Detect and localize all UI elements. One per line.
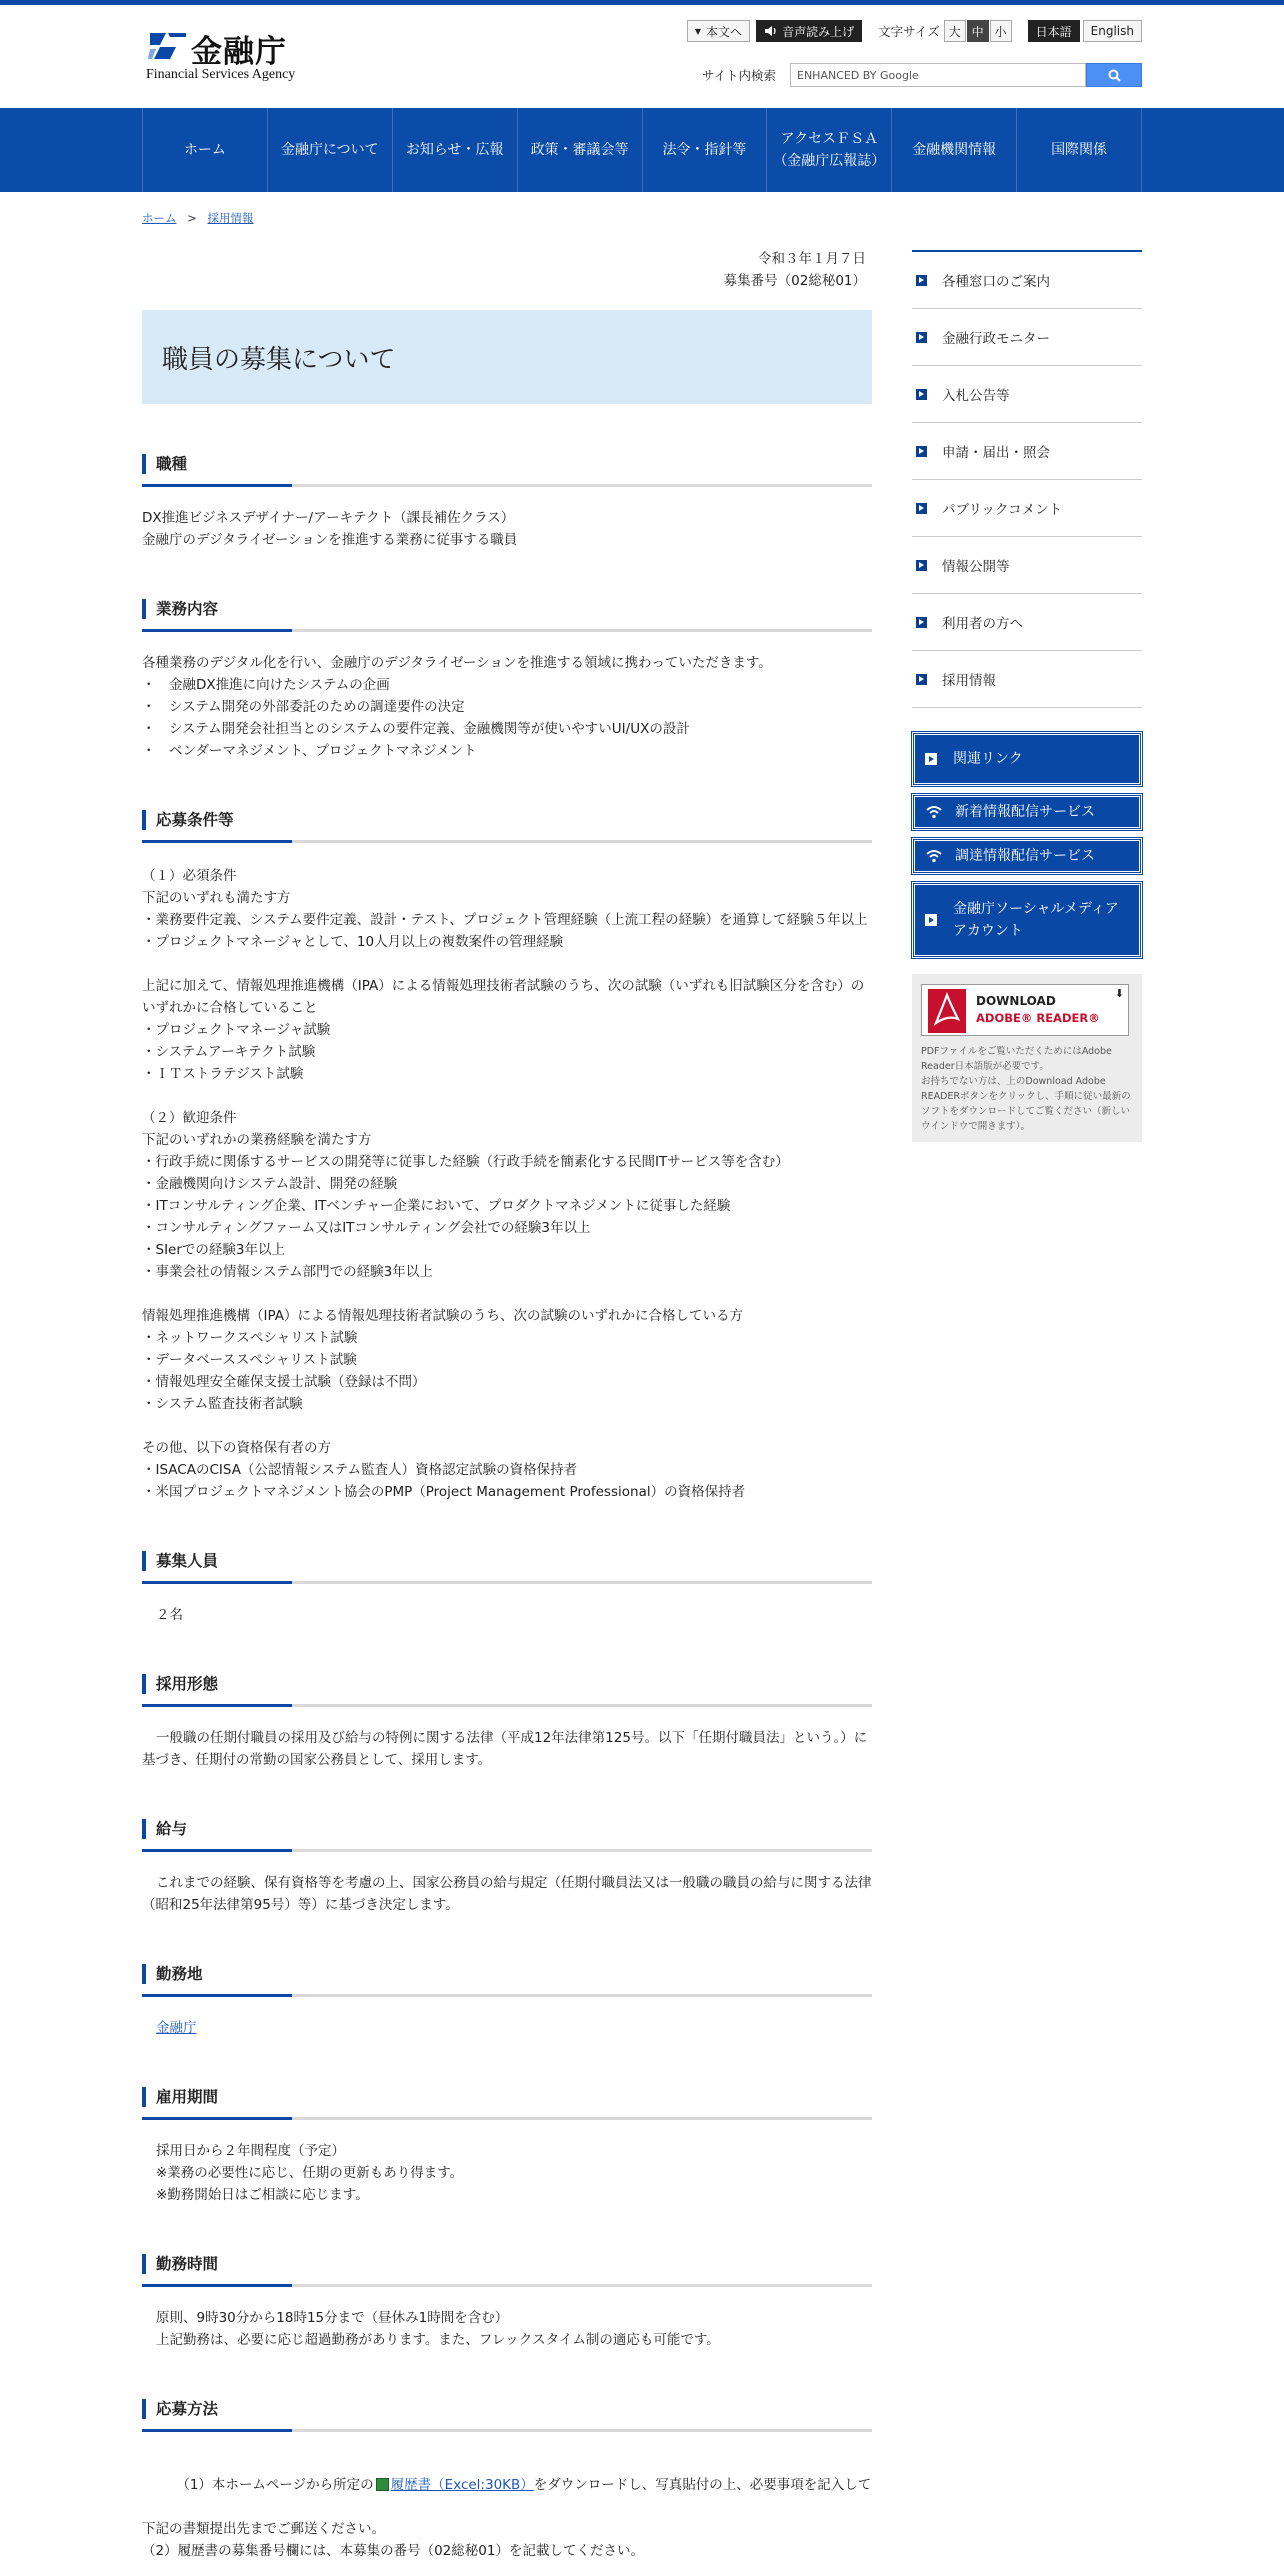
section-kinmuchi — [142, 1964, 872, 2039]
section-body — [142, 2307, 872, 2351]
sidebar-item-bidding[interactable]: 入札公告等 — [912, 366, 1142, 423]
nav-access-fsa[interactable]: アクセスＦＳＡ （金融庁広報誌） — [767, 108, 892, 192]
sidebar-item-monitor[interactable]: 金融行政モニター — [912, 309, 1142, 366]
spacer — [142, 1415, 872, 1437]
lang-en-button[interactable]: English — [1083, 20, 1142, 42]
spacer — [142, 1283, 872, 1305]
adobe-reader-download-button[interactable] — [921, 984, 1129, 1036]
list-item: ・プロジェクトマネージャとして、10人月以上の複数案件の管理経験 — [142, 934, 564, 950]
fsa-logo-mark-icon — [146, 29, 188, 63]
sidebar-menu — [912, 250, 1142, 708]
workplace-link[interactable]: 金融庁 — [156, 2020, 197, 2036]
text-line: （1）本ホームページから所定の 履歴書（Excel:30KB）をダウンロードし、写真貼付の上、必要事項を記入して — [176, 2477, 872, 2493]
search-button[interactable] — [1086, 63, 1142, 87]
list-item: ・行政手続に関係するサービスの開発等に従事した経験（行政手続を簡素化する民間ITサービス等を含む） — [142, 1154, 789, 1170]
list-item: ・ システム開発会社担当とのシステムの要件定義、金融機関等が使いやすいUI/UXの設計 — [142, 721, 690, 737]
spacer — [142, 1085, 872, 1107]
section-body — [142, 865, 872, 1503]
section-heading: 雇用期間 — [142, 2087, 872, 2107]
nav-news[interactable]: お知らせ・広報 — [393, 108, 518, 192]
text-line: 下記のいずれかの業務経験を満たす方 — [142, 1132, 372, 1148]
sidebar — [912, 250, 1142, 1142]
section-heading: 勤務時間 — [142, 2254, 872, 2274]
speech-button[interactable]: 音声読み上げ — [756, 20, 862, 42]
site-search — [702, 63, 1142, 87]
section-divider — [142, 1704, 872, 1707]
publish-date: 令和３年１月７日 — [758, 251, 866, 267]
section-jikan — [142, 2254, 872, 2351]
text-line: ※勤務開始日はご相談に応じます。 — [156, 2187, 369, 2203]
text-line: ２名 — [156, 1607, 183, 1623]
logo-en-text: Financial Services Agency — [146, 67, 296, 82]
breadcrumb-current-link[interactable]: 採用情報 — [207, 211, 254, 225]
list-item: ・システム監査技術者試験 — [142, 1396, 303, 1412]
arrow-square-icon — [916, 560, 927, 571]
lang-ja-button[interactable]: 日本語 — [1028, 20, 1080, 42]
nav-international[interactable]: 国際関係 — [1017, 108, 1142, 192]
search-input[interactable]: ENHANCED BY Google — [790, 63, 1086, 87]
sidebar-item-application[interactable]: 申請・届出・照会 — [912, 423, 1142, 480]
text-line: 各種業務のデジタル化を行い、金融庁のデジタライゼーションを推進する領域に携わっていただきます。 — [142, 655, 772, 671]
rss-news-button[interactable]: 新着情報配信サービス — [912, 794, 1142, 830]
text-line: 採用日から２年間程度（予定） — [156, 2143, 345, 2159]
list-item: ・情報処理安全確保支援士試験（登録は不問） — [142, 1374, 426, 1390]
speaker-icon — [764, 25, 778, 37]
social-media-button[interactable]: 金融庁ソーシャルメディア アカウント — [912, 882, 1142, 958]
text-line: これまでの経験、保有資格等を考慮の上、国家公務員の給与規定（任期付職員法又は一般職の職員の給与に関する法律（昭和25年法律第95号）等）に基づき決定します。 — [142, 1875, 872, 1913]
section-divider — [142, 1994, 872, 1997]
list-item: ・コンサルティングファーム又はITコンサルティング会社での経験3年以上 — [142, 1220, 591, 1236]
text-line: （2）履歴書の募集番号欄には、本募集の番号（02総秘01）を記載してください。 — [142, 2543, 644, 2559]
section-body — [142, 2017, 872, 2039]
text-line: 下記の書類提出先までご郵送ください。 — [142, 2521, 385, 2537]
utility-bar — [687, 20, 1142, 42]
main-content — [142, 248, 872, 2562]
arrow-square-icon — [916, 446, 927, 457]
section-kyuyo — [142, 1819, 872, 1916]
list-item: ・SIerでの経験3年以上 — [142, 1242, 285, 1258]
section-body — [142, 1872, 872, 1916]
nav-home[interactable]: ホーム — [143, 108, 268, 192]
section-divider — [142, 2429, 872, 2432]
adobe-note: PDFファイルをご覧いただくためにはAdobe Reader日本語版が必要です。 お持ちでない方は、上のDownload Adobe READERボタンをクリックし、手順に従い最新のソフトをダウンロードしてご覧ください（新しいウインドウで開きます）。 — [921, 1046, 1131, 1132]
site-logo[interactable] — [144, 25, 314, 85]
excel-file-icon — [376, 2478, 389, 2491]
font-size-medium-button[interactable]: 中 — [967, 20, 989, 42]
breadcrumb-separator: > — [187, 211, 197, 225]
text-line: その他、以下の資格保有者の方 — [142, 1440, 331, 1456]
spacer — [142, 953, 872, 975]
breadcrumb — [142, 210, 253, 226]
related-links-button[interactable]: 関連リンク — [912, 732, 1142, 786]
font-size-small-button[interactable]: 小 — [990, 20, 1012, 42]
section-divider — [142, 484, 872, 487]
section-body — [142, 2140, 872, 2206]
breadcrumb-home-link[interactable]: ホーム — [142, 211, 177, 225]
arrow-square-icon — [916, 674, 927, 685]
section-heading: 募集人員 — [142, 1551, 872, 1571]
list-item: ・ 金融DX推進に向けたシステムの企画 — [142, 677, 390, 693]
section-divider — [142, 1581, 872, 1584]
adobe-download-text: DOWNLOAD — [976, 994, 1056, 1008]
list-item: ・データベーススペシャリスト試験 — [142, 1352, 357, 1368]
list-item: ・事業会社の情報システム部門での経験3年以上 — [142, 1264, 433, 1280]
adobe-reader-box — [912, 974, 1142, 1142]
section-gyomu — [142, 599, 872, 762]
text-line: 情報処理推進機構（IPA）による情報処理技術者試験のうち、次の試験のいずれかに合格している方 — [142, 1308, 743, 1324]
list-item: ・ システム開発の外部委託のための調達要件の決定 — [142, 699, 465, 715]
resume-download-link[interactable]: 履歴書（Excel:30KB） — [390, 2477, 534, 2493]
section-shokushu — [142, 454, 872, 551]
list-item: ・業務要件定義、システム要件定義、設計・テスト、プロジェクト管理経験（上流工程の経験）を通算して経験５年以上 — [142, 912, 868, 928]
search-label: サイト内検索 — [701, 68, 776, 83]
text-line: （１）必須条件 — [142, 868, 237, 884]
section-body — [142, 652, 872, 762]
arrow-square-icon — [925, 753, 937, 765]
global-nav — [0, 108, 1284, 192]
adobe-pdf-icon — [928, 989, 966, 1033]
site-header — [142, 5, 1142, 108]
section-body — [142, 1604, 872, 1626]
search-icon — [1108, 69, 1121, 82]
section-body — [142, 2452, 872, 2562]
arrow-square-icon — [916, 503, 927, 514]
section-divider — [142, 2284, 872, 2287]
text-line: 上記勤務は、必要に応じ超過勤務があります。また、フレックスタイム制の適応も可能です。 — [156, 2332, 720, 2348]
list-item: ・ITコンサルティング企業、ITベンチャー企業において、プロダクトマネジメントに従事した経験 — [142, 1198, 731, 1214]
list-item: ・ISACAのCISA（公認情報システム監査人）資格認定試験の資格保持者 — [142, 1462, 578, 1478]
section-heading: 業務内容 — [142, 599, 872, 619]
section-divider — [142, 1849, 872, 1852]
list-item: ・米国プロジェクトマネジメント協会のPMP（Project Management Professional）の資格保持者 — [142, 1484, 746, 1500]
nav-law[interactable]: 法令・指針等 — [643, 108, 768, 192]
section-keitai — [142, 1674, 872, 1771]
recruit-number: 募集番号（02総秘01） — [723, 273, 866, 289]
arrow-square-icon — [916, 332, 927, 343]
section-divider — [142, 840, 872, 843]
adobe-reader-text: ADOBE® READER® — [976, 1011, 1100, 1025]
section-heading: 勤務地 — [142, 1964, 872, 1984]
list-item: ・ＩＴストラテジスト試験 — [142, 1066, 304, 1082]
text-line: （２）歓迎条件 — [142, 1110, 237, 1126]
sidebar-item-contact[interactable]: 各種窓口のご案内 — [912, 252, 1142, 309]
arrow-square-icon — [916, 275, 927, 286]
rss-wifi-icon — [925, 805, 943, 819]
download-arrow-icon: ⬇ — [1114, 987, 1124, 1000]
sidebar-item-recruit[interactable]: 採用情報 — [912, 651, 1142, 708]
sidebar-item-public-comment[interactable]: パブリックコメント — [912, 480, 1142, 537]
nav-institutions[interactable]: 金融機関情報 — [892, 108, 1017, 192]
triangle-down-icon: ▼ — [694, 26, 702, 36]
section-houhou — [142, 2399, 872, 2562]
arrow-square-icon — [916, 389, 927, 400]
text-line: ※業務の必要性に応じ、任期の更新もあり得ます。 — [156, 2165, 464, 2181]
section-oubo — [142, 810, 872, 1503]
text-line: 一般職の任期付職員の採用及び給与の特例に関する法律（平成12年法律第125号。以下「任期付職員法」という。）に基づき、任期付の常勤の国家公務員として、採用します。 — [142, 1730, 868, 1768]
rss-procurement-button[interactable]: 調達情報配信サービス — [912, 838, 1142, 874]
list-item: ・システムアーキテクト試験 — [142, 1044, 316, 1060]
text-line: 原則、9時30分から18時15分まで（昼休み1時間を含む） — [156, 2310, 509, 2326]
rss-wifi-icon — [925, 849, 943, 863]
section-body — [142, 1727, 872, 1771]
section-divider — [142, 629, 872, 632]
section-heading: 採用形態 — [142, 1674, 872, 1694]
page-title: 職員の募集について — [142, 310, 872, 404]
text-line: 上記に加えて、情報処理推進機構（IPA）による情報処理技術者試験のうち、次の試験（いずれも旧試験区分を含む）のいずれかに合格していること — [142, 978, 865, 1016]
section-heading: 応募方法 — [142, 2399, 872, 2419]
section-heading: 給与 — [142, 1819, 872, 1839]
arrow-square-icon — [916, 617, 927, 628]
section-jinin — [142, 1551, 872, 1626]
list-item: ・金融機関向けシステム設計、開発の経験 — [142, 1176, 398, 1192]
list-item: ・ネットワークスペシャリスト試験 — [142, 1330, 358, 1346]
text-line: 下記のいずれも満たす方 — [142, 890, 291, 906]
nav-about[interactable]: 金融庁について — [268, 108, 393, 192]
arrow-square-icon — [925, 914, 937, 926]
text-line: 金融庁のデジタライゼーションを推進する業務に従事する職員 — [142, 532, 518, 548]
sidebar-item-disclosure[interactable]: 情報公開等 — [912, 537, 1142, 594]
font-size-label: 文字サイズ — [878, 24, 940, 39]
text-line: DX推進ビジネスデザイナー/アーキテクト（課長補佐クラス） — [142, 510, 515, 526]
section-body — [142, 507, 872, 551]
logo-ja-text: 金融庁 — [191, 34, 287, 70]
sidebar-item-users[interactable]: 利用者の方へ — [912, 594, 1142, 651]
section-heading: 職種 — [142, 454, 872, 474]
section-heading: 応募条件等 — [142, 810, 872, 830]
list-item: ・ ベンダーマネジメント、プロジェクトマネジメント — [142, 743, 477, 759]
section-divider — [142, 2117, 872, 2120]
nav-policy[interactable]: 政策・審議会等 — [518, 108, 643, 192]
section-kikan — [142, 2087, 872, 2206]
skip-to-content-button[interactable]: ▼ 本文へ — [687, 20, 750, 42]
list-item: ・プロジェクトマネージャ試験 — [142, 1022, 331, 1038]
font-size-large-button[interactable]: 大 — [944, 20, 966, 42]
